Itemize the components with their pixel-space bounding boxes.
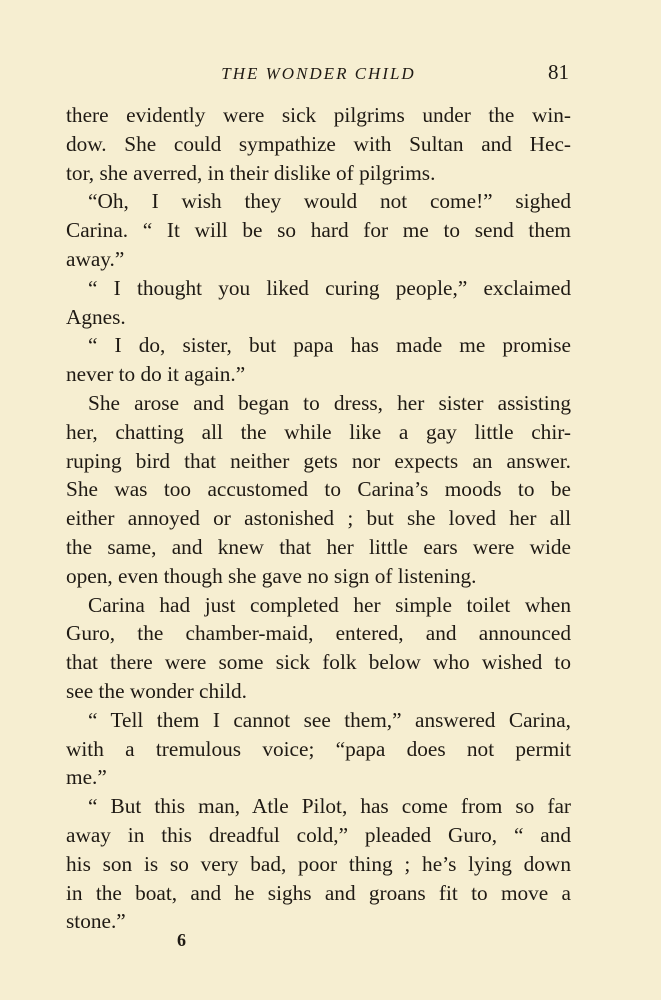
- signature-mark: 6: [177, 930, 186, 950]
- text-line: Agnes.: [66, 304, 126, 329]
- text-line: away.”: [66, 246, 125, 271]
- running-title: THE WONDER CHILD: [221, 64, 416, 83]
- running-head: [66, 60, 571, 90]
- text-line: “Oh, I wish they would not come!” sighed: [88, 189, 571, 214]
- text-line: away in this dreadful cold,” pleaded Guro, “ and: [66, 822, 571, 847]
- text-line: his son is so very bad, poor thing ; he’s lying down: [66, 851, 571, 876]
- text-line: ruping bird that neither gets nor expects an answer.: [66, 448, 571, 473]
- text-line: tor, she averred, in their dislike of pilgrims.: [66, 160, 436, 185]
- text-line: stone.”: [66, 909, 126, 934]
- text-line: see the wonder child.: [66, 678, 247, 703]
- text-line: “ I thought you liked curing people,” exclaimed: [88, 275, 571, 300]
- text-line: never to do it again.”: [66, 362, 246, 387]
- text-line: either annoyed or astonished ; but she loved her all: [66, 506, 571, 531]
- body-text: [66, 101, 571, 936]
- text-line: that there were some sick folk below who wished to: [66, 650, 571, 675]
- text-line: She arose and began to dress, her sister assisting: [88, 390, 571, 415]
- text-line: open, even though she gave no sign of listening.: [66, 563, 477, 588]
- text-line: “ Tell them I cannot see them,” answered Carina,: [88, 707, 571, 732]
- text-line: there evidently were sick pilgrims under the win-: [66, 103, 571, 127]
- text-line: Carina had just completed her simple toilet when: [88, 592, 571, 617]
- text-line: me.”: [66, 765, 107, 790]
- text-line: “ I do, sister, but papa has made me promise: [88, 333, 571, 358]
- text-line: She was too accustomed to Carina’s moods to be: [66, 477, 571, 502]
- text-line: the same, and knew that her little ears were wide: [66, 534, 571, 559]
- text-line: her, chatting all the while like a gay little chir-: [66, 419, 571, 444]
- text-line: Carina. “ It will be so hard for me to send them: [66, 218, 571, 243]
- text-line: with a tremulous voice; “papa does not permit: [66, 736, 571, 761]
- text-line: dow. She could sympathize with Sultan and Hec-: [66, 131, 571, 156]
- text-line: “ But this man, Atle Pilot, has come from so far: [88, 794, 571, 819]
- text-line: Guro, the chamber-maid, entered, and announced: [66, 621, 571, 646]
- page-number: 81: [548, 60, 569, 84]
- text-line: in the boat, and he sighs and groans fit to move a: [66, 880, 571, 905]
